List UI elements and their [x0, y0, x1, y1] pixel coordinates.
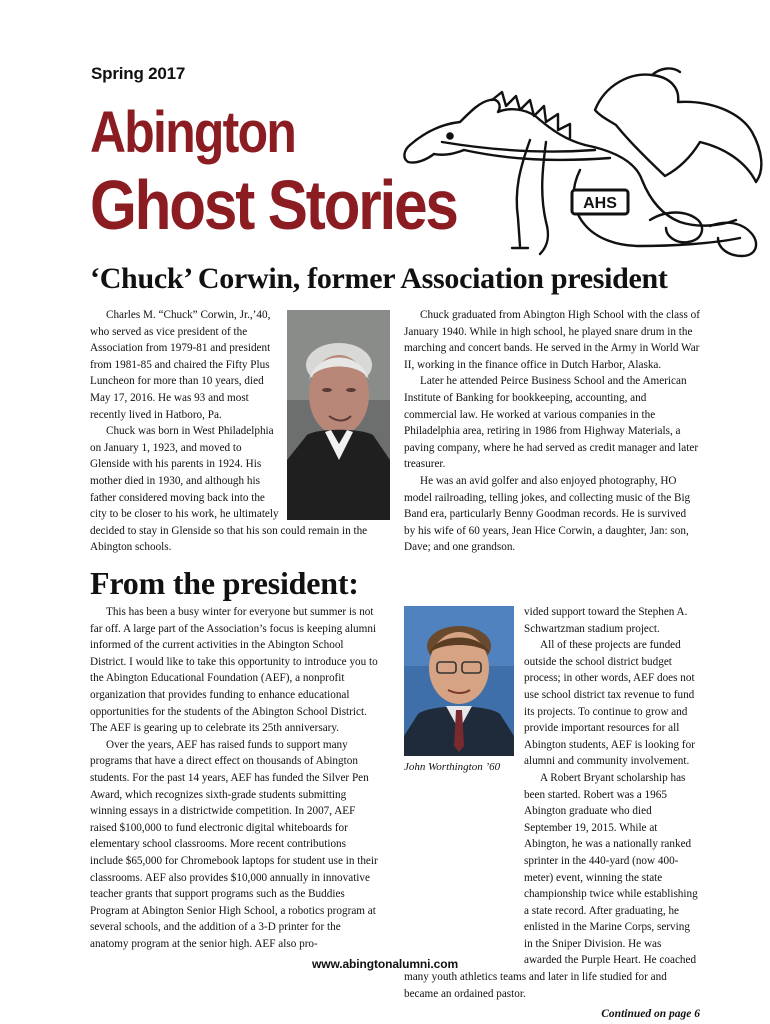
chuck-corwin-portrait — [287, 310, 390, 520]
john-photo-caption: John Worthington ’60 — [404, 761, 501, 773]
ahs-badge — [572, 190, 628, 214]
ahs-badge-text: AHS — [583, 195, 617, 212]
article-chuck-paragraph: Charles M. “Chuck” Corwin, Jr.,’40, who served as vice president of the Association from 1979-81 and president from 1981-85 and chaired the Fifty Plus Luncheon for more than 10 years, died May 17, 2016. He was 93 and most recently lived in Hatboro, Pa. — [90, 309, 271, 421]
article-headline-from-the-president: From the president: — [90, 565, 359, 601]
article-chuck-paragraph: Later he attended Peirce Business School and the American Institute of Banking for bookkeeping, accounting, and commercial law. He worked at various companies in the Philadelphia area, retiring in 1986 from Highway Materials, a paving company, where he had served as credit manager and later treasurer. — [404, 375, 699, 471]
article-president-paragraph: This has been a busy winter for everyone but summer is not far off. A large part of the Association’s focus is keeping alumni informed of the current activities in the Abington School District. I would like to take this opportunity to introduce you to the Abington Educational Foundation (AEF), a nonprofit organization that provides funding to enhance educational opportunities for the students of the Abington School District. The AEF is gearing up to celebrate its 25th anniversary. — [90, 606, 378, 735]
article-president-paragraph: Over the years, AEF has raised funds to support many programs that have a direct effect on thousands of Abington students. For the past 14 years, AEF has funded the Silver Pen Award, which recognizes sixth-grade students submitting winning essays in a districtwide competition. In 2007, AEF raised $100,000 to fund electronic digital whiteboards for elementary school classrooms. More recent contributions include $65,000 for Chromebook laptops for student use in their classrooms. AEF also provides $10,000 annually in innovative teacher grants that support programs such as the Buddies Program at Abington Senior High School, a robotics program at several schools, and the addition of a 3-D printer for the anatomy program at the senior high. AEF also pro- — [90, 738, 378, 950]
article-headline-chuck-corwin: ‘Chuck’ Corwin, former Association president — [90, 262, 668, 295]
john-photo-caption-block — [404, 760, 514, 968]
article-president-left-column — [90, 604, 378, 952]
article-president-paragraph: A Robert Bryant scholarship has been started. Robert was a 1965 Abington graduate who died September 19, 2015. While at Abington, he was a nationally ranked sprinter in the 440-yard (now 400-meter) event, winning the state championship twice while establishing a state record. After graduating, he enlisted in the Marine Corps, serving in the Sniper Division. He was awarded the Purple Heart. He coached many youth athletics teams and later in life studied for and became an ordained pastor. — [404, 771, 698, 1000]
article-president-paragraph: vided support toward the Stephen A. Schwartzman stadium project. — [524, 606, 688, 635]
continued-on-page-link[interactable]: Continued on page 6 — [601, 1008, 700, 1021]
article-president-paragraph: All of these projects are funded outside the school district budget process; in other words, AEF does not use school district tax revenue to fund its projects. To continue to grow and provide important resources for all Abington students, AEF is looking for alumni and community involvement. — [524, 639, 695, 768]
article-chuck-paragraph: Chuck was born in West Philadelphia on January 1, 1923, and moved to Glenside with his parents in 1924. His mother died in 1930, and although his father considered moving back into the city to be closer to his work, he ultimately decided to stay in Glenside so that his son could remain in the Abington schools. — [90, 425, 368, 554]
article-chuck-right-column — [404, 307, 700, 556]
masthead-title-line2: Ghost Stories — [90, 166, 457, 244]
footer-website-url[interactable]: www.abingtonalumni.com — [311, 957, 459, 971]
issue-season: Spring 2017 — [91, 64, 186, 83]
john-worthington-portrait — [404, 606, 514, 756]
article-chuck-left-column — [90, 307, 390, 556]
masthead-title-line1: Abington — [90, 100, 296, 165]
article-chuck-paragraph: He was an avid golfer and also enjoyed photography, HO model railroading, telling jokes, and collecting music of the Big Band era, particularly Benny Goodman records. He is survived by his wife of 60 years, Jean Hice Corwin, a daughter, Jan: son, Dave; and one grandson. — [404, 474, 691, 554]
article-chuck-paragraph: Chuck graduated from Abington High School with the class of January 1940. While in high school, he played snare drum in the marching and concert bands. He served in the Army in World War II, working in the finance office in Dutch Harbor, Alaska. — [404, 309, 700, 371]
